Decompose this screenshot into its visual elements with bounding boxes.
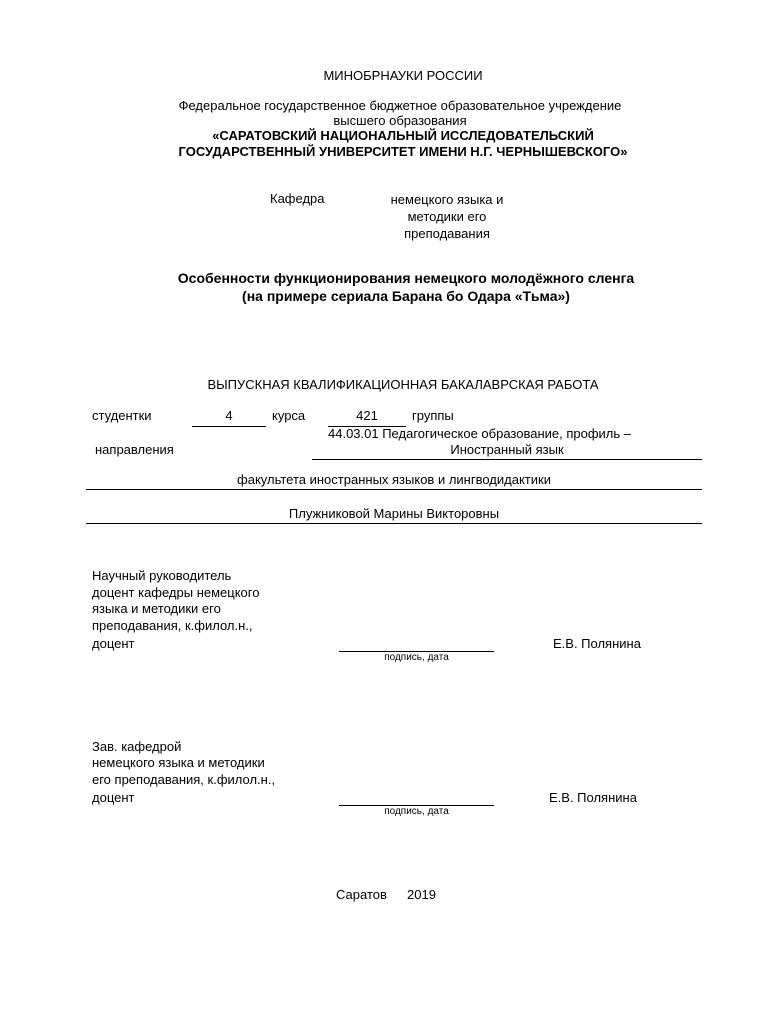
head-signature-caption: подпись, дата [384, 806, 449, 817]
supervisor-position-line-1: доцент кафедры немецкого [92, 585, 260, 600]
direction-label: направления [95, 442, 174, 457]
year: 2019 [407, 887, 436, 902]
university-line-2: ГОСУДАРСТВЕННЫЙ УНИВЕРСИТЕТ ИМЕНИ Н.Г. ЧЕРНЫШЕВСКОГО» [178, 144, 628, 159]
institution-line-2: высшего образования [333, 113, 467, 128]
city: Саратов [336, 887, 387, 902]
work-type: ВЫПУСКНАЯ КВАЛИФИКАЦИОННАЯ БАКАЛАВРСКАЯ РАБОТА [207, 377, 599, 392]
thesis-title-line-1: Особенности функционирования немецкого молодёжного сленга [177, 270, 635, 286]
course-value: 4 [225, 408, 233, 423]
institution-line-1: Федеральное государственное бюджетное образовательное учреждение [178, 98, 622, 113]
group-value: 421 [356, 408, 378, 423]
supervisor-role: Научный руководитель [92, 568, 232, 583]
ministry-name: МИНОБРНАУКИ РОССИИ [323, 68, 483, 83]
head-role: Зав. кафедрой [92, 739, 182, 754]
supervisor-position-line-4: доцент [92, 636, 135, 651]
faculty-underline [86, 489, 702, 490]
university-line-1: «САРАТОВСКИЙ НАЦИОНАЛЬНЫЙ ИССЛЕДОВАТЕЛЬСКИЙ [212, 128, 594, 143]
course-underline [192, 426, 266, 427]
direction-line-2: Иностранный язык [450, 442, 564, 457]
thesis-title-line-2: (на примере сериала Барана бо Одара «Тьма») [242, 288, 570, 304]
department-name-line-1: немецкого языка и [390, 192, 504, 207]
supervisor-position-line-2: языка и методики его [92, 601, 221, 616]
direction-underline [312, 459, 702, 460]
department-name-line-2: методики его [407, 209, 487, 224]
supervisor-signature-caption: подпись, дата [384, 652, 449, 663]
student-name: Плужниковой Марины Викторовны [288, 506, 500, 521]
department-label: Кафедра [270, 191, 325, 206]
head-position-line-2: его преподавания, к.филол.н., [92, 772, 276, 787]
direction-line-1: 44.03.01 Педагогическое образование, профиль – [328, 426, 631, 441]
department-name-line-3: преподавания [404, 226, 490, 241]
course-label: курса [272, 408, 306, 423]
student-name-underline [86, 523, 702, 524]
supervisor-name: Е.В. Полянина [553, 636, 641, 651]
group-label: группы [412, 408, 454, 423]
supervisor-position-line-3: преподавания, к.филол.н., [92, 618, 253, 633]
head-name: Е.В. Полянина [549, 790, 637, 805]
head-position-line-3: доцент [92, 790, 135, 805]
faculty-name: факультета иностранных языков и лингводидактики [237, 472, 551, 487]
head-position-line-1: немецкого языка и методики [92, 755, 265, 770]
student-label: студентки [92, 408, 152, 423]
